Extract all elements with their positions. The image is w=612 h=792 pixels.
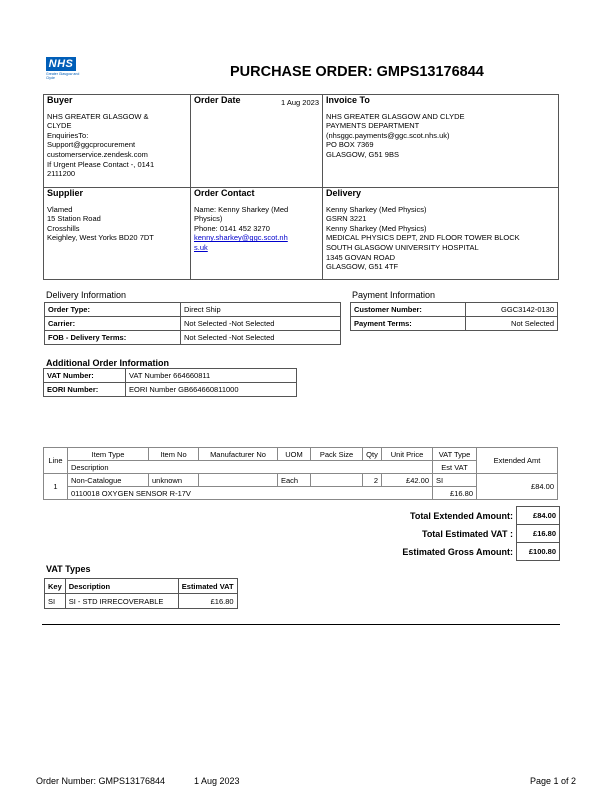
col-header-estimated-vat: Estimated VAT [178,579,237,594]
additional-info-value: EORI Number GB664660811000 [126,383,297,397]
address-block [43,94,559,280]
col-header-item-type: Item Type [68,448,149,461]
cell-qty: 2 [363,474,382,487]
cell-manufacturer-no [199,474,278,487]
payment-info-value: Not Selected [466,317,558,331]
order-contact-label: Order Contact [194,188,255,198]
additional-info-key: EORI Number: [44,383,126,397]
cell-key: SI [45,594,66,609]
supplier-line: Vlamed [47,204,73,214]
delivery-line: MEDICAL PHYSICS DEPT, 2ND FLOOR TOWER BLOCK [326,233,520,243]
total-value: £84.00 [517,507,560,525]
col-header-key: Key [45,579,66,594]
delivery-info-value: Not Selected -Not Selected [181,331,341,345]
invoice-to-line: GLASGOW, G51 9BS [326,149,399,159]
invoice-to-label: Invoice To [326,95,370,105]
totals-table [368,506,560,561]
delivery-info-value: Not Selected -Not Selected [181,317,341,331]
table-row [351,317,558,331]
buyer-line: customerservice.zendesk.com [47,149,148,159]
additional-info-value: VAT Number 664660811 [126,369,297,383]
buyer-line: Support@ggcprocurement [47,140,136,150]
delivery-line: Kenny Sharkey (Med Physics) [326,223,427,233]
table-row [45,594,238,609]
cell-item-no: unknown [149,474,199,487]
payment-info-title: Payment Information [352,290,436,300]
cell-description: 0110018 OXYGEN SENSOR R-17V [68,487,433,500]
buyer-line: NHS GREATER GLASGOW & [47,111,149,121]
total-row [368,507,560,525]
invoice-to-cell [323,95,559,188]
order-contact-line: Phone: 0141 452 3270 [194,223,270,233]
payment-info-value: GGC3142-0130 [466,303,558,317]
additional-info-table [43,368,297,397]
total-label: Total Estimated VAT : [421,528,513,539]
nhs-logo-mark: NHS [46,57,76,71]
order-date-cell [191,95,323,188]
invoice-to-line: NHS GREATER GLASGOW AND CLYDE [326,111,465,121]
supplier-line: 15 Station Road [47,214,101,224]
table-row [45,303,341,317]
delivery-info-key: FOB - Delivery Terms: [45,331,181,345]
buyer-line: EnquiriesTo: [47,130,89,140]
total-value: £100.80 [517,543,560,561]
table-row [44,383,297,397]
delivery-line: GSRN 3221 [326,214,367,224]
delivery-line: SOUTH GLASGOW UNIVERSITY HOSPITAL [326,242,479,252]
delivery-line: 1345 GOVAN ROAD [326,252,396,262]
order-contact-cell [191,188,323,280]
order-date-value: 1 Aug 2023 [281,98,319,107]
footer-date: 1 Aug 2023 [194,776,240,786]
footer-order-number: Order Number: GMPS13176844 [36,776,166,786]
additional-info-title: Additional Order Information [46,358,169,368]
buyer-line: If Urgent Please Contact -, 0141 [47,159,155,169]
nhs-logo-subtitle: Greater Glasgow and Clyde [46,72,80,80]
delivery-cell [323,188,559,280]
order-contact-line: Name: Kenny Sharkey (Med [194,204,289,214]
supplier-line: Keighley, West Yorks BD20 7DT [47,233,154,243]
line-items-table [43,447,558,500]
divider [42,624,560,625]
cell-pack-size [311,474,363,487]
buyer-line: CLYDE [47,121,72,131]
invoice-to-line: PAYMENTS DEPARTMENT [326,121,420,131]
document-title: PURCHASE ORDER: GMPS13176844 [230,64,484,80]
buyer-label: Buyer [47,95,73,105]
cell-line: 1 [44,474,68,500]
invoice-to-line: PO BOX 7369 [326,140,374,150]
cell-uom: Each [278,474,311,487]
col-header-description: Description [65,579,178,594]
delivery-info-key: Carrier: [45,317,181,331]
total-row [368,525,560,543]
table-row [44,369,297,383]
cell-estimated-vat: £16.80 [178,594,237,609]
supplier-line: Crosshills [47,223,80,233]
col-header-line: Line [44,448,68,474]
payment-info-table [350,302,558,331]
delivery-info-value: Direct Ship [181,303,341,317]
col-header-extended-amt: Extended Amt [477,448,558,474]
cell-item-type: Non-Catalogue [68,474,149,487]
vat-types-table [44,578,238,609]
supplier-cell [44,188,191,280]
invoice-to-line: (nhsggc.payments@ggc.scot.nhs.uk) [326,130,450,140]
payment-info-key: Payment Terms: [351,317,466,331]
vat-types-title: VAT Types [46,564,91,574]
order-contact-line: Physics) [194,214,223,224]
total-row [368,543,560,561]
col-header-pack-size: Pack Size [311,448,363,461]
col-header-item-no: Item No [149,448,199,461]
cell-est-vat: £16.80 [433,487,477,500]
col-header-vat-type: VAT Type [433,448,477,461]
col-header-est-vat: Est VAT [433,461,477,474]
col-header-description: Description [68,461,433,474]
order-date-label: Order Date [194,95,241,105]
total-value: £16.80 [517,525,560,543]
supplier-label: Supplier [47,188,84,198]
order-contact-email[interactable]: kenny.sharkey@ggc.scot.nh [194,233,288,243]
additional-info-key: VAT Number: [44,369,126,383]
delivery-info-table [44,302,341,345]
cell-vat-type: SI [433,474,477,487]
table-header-row [44,448,558,461]
table-row [44,474,558,487]
payment-info-key: Customer Number: [351,303,466,317]
table-row [45,331,341,345]
buyer-line: 2111200 [47,169,76,179]
cell-extended-amt: £84.00 [477,474,558,500]
col-header-manufacturer-no: Manufacturer No [199,448,278,461]
table-header-row [45,579,238,594]
cell-description: SI - STD IRRECOVERABLE [65,594,178,609]
col-header-qty: Qty [363,448,382,461]
nhs-logo [46,57,80,87]
delivery-label: Delivery [326,188,362,198]
table-row [351,303,558,317]
table-row [45,317,341,331]
order-contact-email[interactable]: s.uk [194,242,208,252]
delivery-info-key: Order Type: [45,303,181,317]
delivery-line: Kenny Sharkey (Med Physics) [326,204,427,214]
total-label: Total Extended Amount: [410,510,513,521]
total-label: Estimated Gross Amount: [402,546,513,557]
col-header-unit-price: Unit Price [382,448,433,461]
footer-page-number: Page 1 of 2 [529,776,576,786]
col-header-uom: UOM [278,448,311,461]
buyer-cell [44,95,191,188]
delivery-info-title: Delivery Information [46,290,127,300]
cell-unit-price: £42.00 [382,474,433,487]
delivery-line: GLASGOW, G51 4TF [326,262,399,272]
